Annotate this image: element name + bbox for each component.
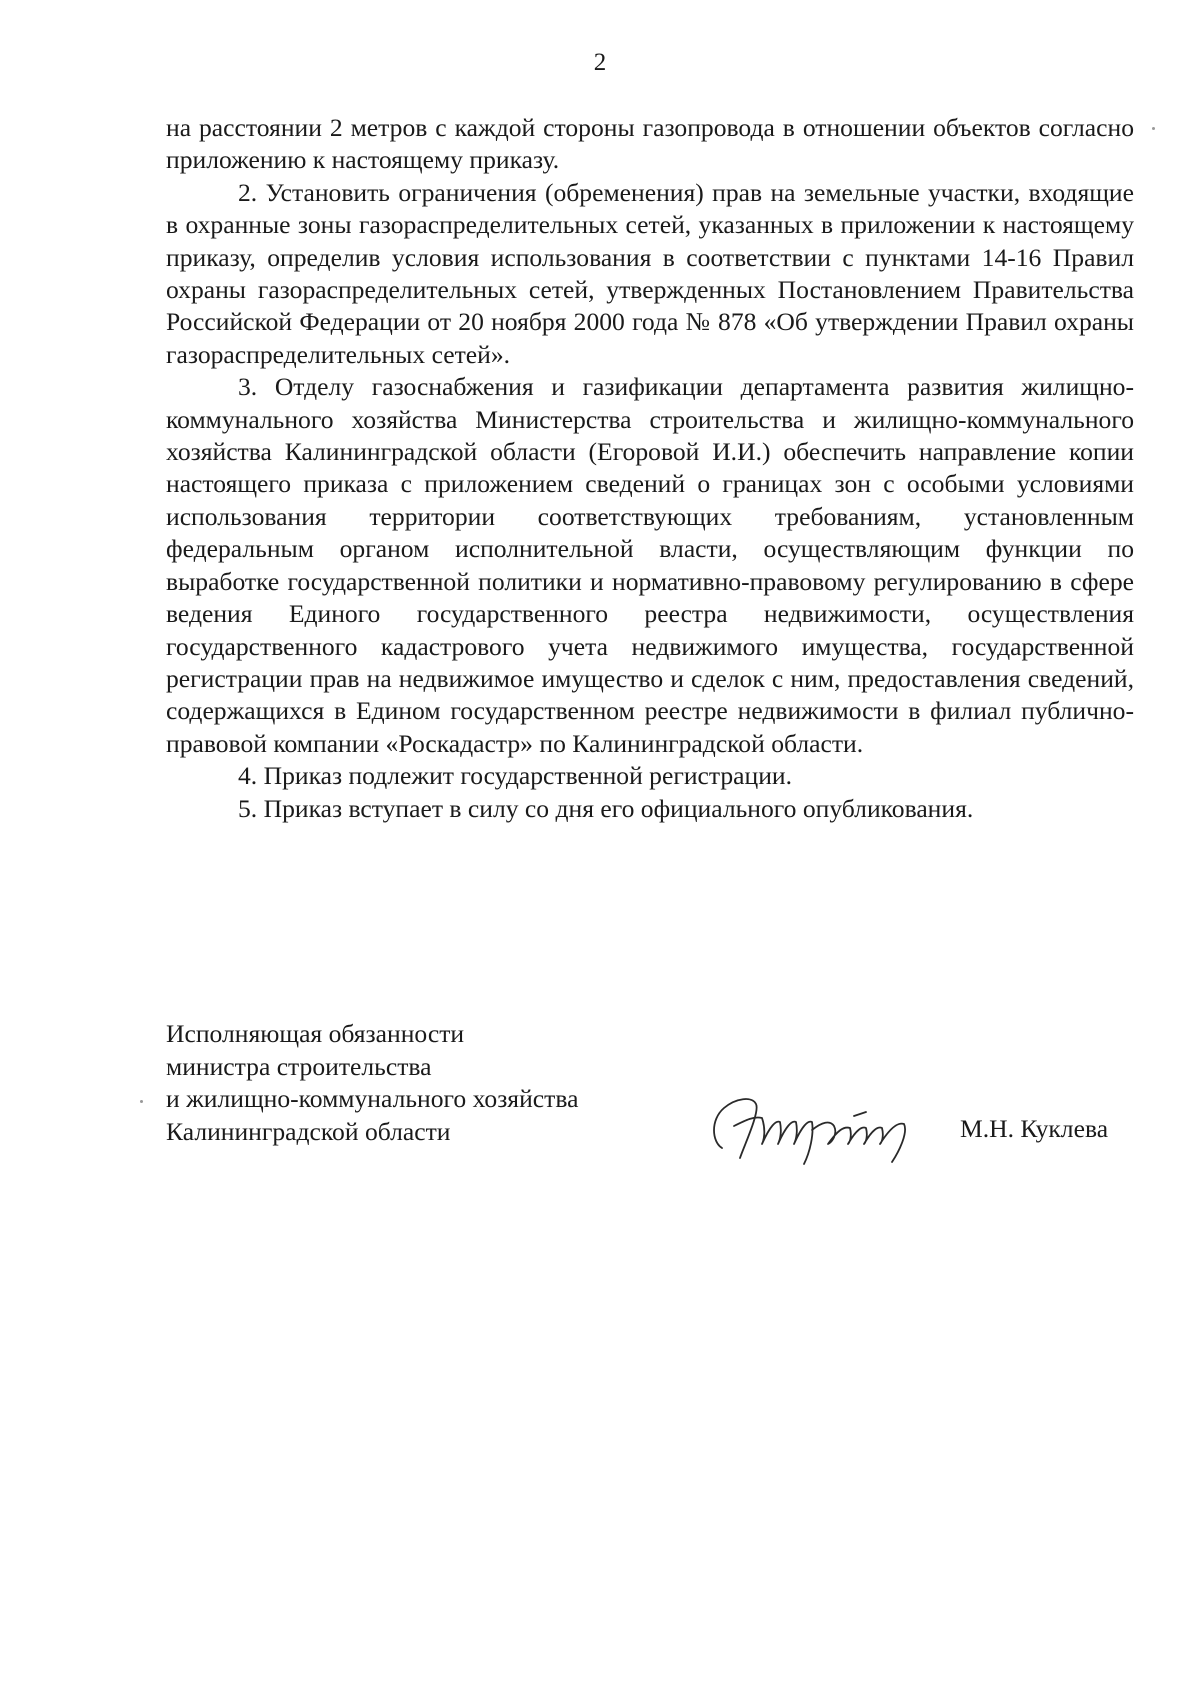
- paragraph-item-2: 2. Установить ограничения (обременения) прав на земельные участки, входящие в охранные зоны газораспределительных сетей, указанных в приложении к настоящему приказу, определив условия использования в соответствии с пунктами 14-16 Правил охраны газораспределительных сетей, утвержденных Постановлением Правительства Российской Федерации от 20 ноября 2000 года № 878 «Об утверждении Правил охраны газораспределительных сетей».: [166, 177, 1134, 369]
- signatory-block: [166, 1018, 726, 1148]
- scan-speck: [140, 1100, 143, 1103]
- signatory-line: Калининградской области: [166, 1116, 451, 1146]
- order-body: [166, 112, 1134, 825]
- paragraph-continuation: на расстоянии 2 метров с каждой стороны газопровода в отношении объектов согласно приложению к настоящему приказу.: [166, 113, 1134, 175]
- signatory-line: и жилищно-коммунального хозяйства: [166, 1084, 579, 1114]
- signer-name: М.Н. Куклева: [960, 1114, 1109, 1143]
- signatory-line: Исполняющая обязанности: [166, 1019, 465, 1048]
- paragraph-item-3: 3. Отделу газоснабжения и газификации департамента развития жилищно-коммунального хозяйства Министерства строительства и жилищно-коммунального хозяйства Калининградской области (Егоровой И.И.) обеспечить направление копии настоящего приказа с приложением сведений о границах зон с особыми условиями использования территории соответствующих требованиям, установленным федеральным органом исполнительной власти, осуществляющим функции по выработке государственной политики и нормативно-правовому регулированию в сфере ведения Единого государственного реестра недвижимости, осуществления государственного кадастрового учета недвижимого имущества, государственной регистрации прав на недвижимое имущество и сделок с ним, предоставления сведений, содержащихся в Едином государственном реестре недвижимости в филиал публично-правовой компании «Роскадастр» по Калининградской области.: [166, 372, 1134, 758]
- paragraph-item-4: 4. Приказ подлежит государственной регистрации.: [238, 761, 793, 791]
- paragraph-item-5: 5. Приказ вступает в силу со дня его официального опубликования.: [238, 793, 974, 823]
- page-number: 2: [593, 49, 607, 76]
- scan-speck: [1152, 127, 1155, 130]
- signatory-line: министра строительства: [166, 1051, 432, 1081]
- handwritten-signature: [704, 1086, 934, 1166]
